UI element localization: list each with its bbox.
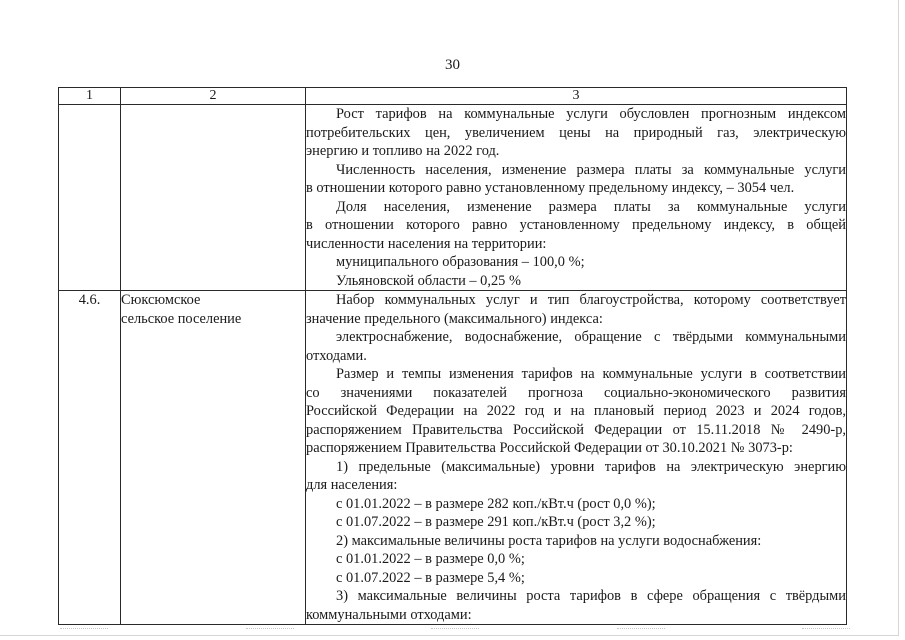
text-line: отходами. xyxy=(306,347,367,364)
text-line: со значениями показателей прогноза социально-экономического развития xyxy=(306,384,846,401)
text-line: с 01.07.2022 – в размере 5,4 %; xyxy=(336,569,525,586)
page-number: 30 xyxy=(445,57,460,73)
settlement-name-line: Сюксюмское xyxy=(121,292,201,308)
text-line: потребительских цен, увеличением цены на природный газ, электрическую xyxy=(306,124,846,141)
column-header-3: 3 xyxy=(306,88,847,105)
description-paragraph xyxy=(306,105,846,290)
scan-artifacts xyxy=(60,628,850,632)
text-line: с 01.01.2022 – в размере 0,0 %; xyxy=(336,551,525,567)
text-line: Ульяновской области – 0,25 % xyxy=(336,272,521,289)
text-line: муниципального образования – 100,0 %; xyxy=(336,254,585,270)
text-line: распоряжением Правительства Российской Федерации от 30.10.2021 № 3073-р: xyxy=(306,440,793,456)
text-line: Российской Федерации на 2022 год и на плановый период 2023 и 2024 годов, xyxy=(306,403,846,419)
text-line: в отношении которого равно установленному предельному индексу, – 3054 чел. xyxy=(306,180,795,196)
table-header-row xyxy=(59,88,847,105)
row-number-cell: 4.6. xyxy=(59,291,121,625)
text-line: в отношении которого равно установленному предельному индексу, в общей xyxy=(306,217,846,233)
text-line: численности населения на территории: xyxy=(306,235,547,252)
description-cell xyxy=(306,291,847,625)
description-cell xyxy=(306,105,847,291)
table-row xyxy=(59,291,847,625)
text-line: для населения: xyxy=(306,477,398,493)
text-line: Рост тарифов на коммунальные услуги обусловлен прогнозным индексом xyxy=(336,106,846,122)
text-line: с 01.07.2022 – в размере 291 коп./кВт.ч (рост 3,2 %); xyxy=(336,514,656,530)
text-line: 2) максимальные величины роста тарифов на услуги водоснабжения: xyxy=(336,532,762,549)
text-line: Численность населения, изменение размера платы за коммунальные услуги xyxy=(336,161,846,178)
text-line: электроснабжение, водоснабжение, обращение с твёрдыми коммунальными xyxy=(336,329,846,345)
settlement-name-cell xyxy=(121,105,306,291)
column-header-1: 1 xyxy=(59,88,121,105)
text-line: с 01.01.2022 – в размере 282 коп./кВт.ч (рост 0,0 %); xyxy=(336,495,656,512)
text-line: энергию и топливо на 2022 год. xyxy=(306,143,500,159)
text-line: значение предельного (максимального) индекса: xyxy=(306,310,603,327)
text-line: 1) предельные (максимальные) уровни тарифов на электрическую энергию xyxy=(336,458,846,475)
tariff-table xyxy=(58,87,847,625)
settlement-name-line: сельское поселение xyxy=(121,310,242,327)
row-number-cell xyxy=(59,105,121,291)
text-line: 3) максимальные величины роста тарифов в сфере обращения с твёрдыми xyxy=(336,588,846,604)
text-line: Размер и темпы изменения тарифов на коммунальные услуги в соответствии xyxy=(336,366,846,382)
text-line: коммунальными отходами: xyxy=(306,606,472,623)
column-header-2: 2 xyxy=(121,88,306,105)
description-paragraph xyxy=(306,291,846,624)
text-line: распоряжением Правительства Российской Федерации от 15.11.2018 № 2490-р, xyxy=(306,421,846,438)
text-line: Доля населения, изменение размера платы за коммунальные услуги xyxy=(336,198,846,215)
text-line: Набор коммунальных услуг и тип благоустройства, которому соответствует xyxy=(336,292,846,308)
table-row xyxy=(59,105,847,291)
settlement-name-cell xyxy=(121,291,306,625)
